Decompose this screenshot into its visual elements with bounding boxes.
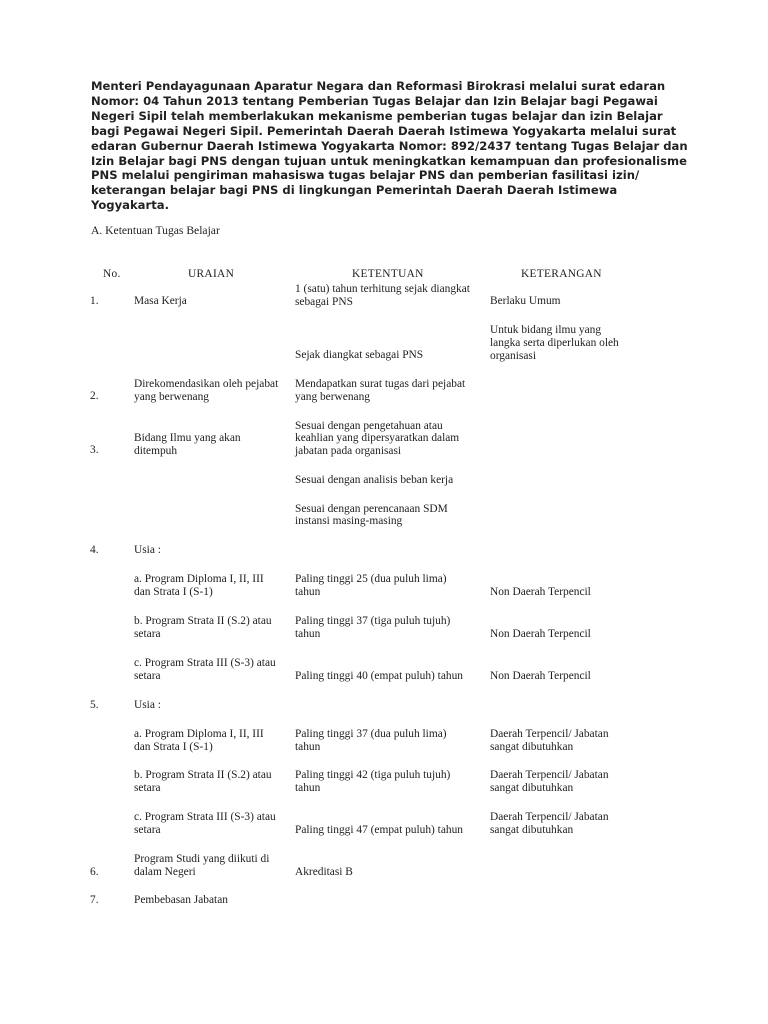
row-3-ketentuan-a-line1: Sesuai dengan pengetahuan atau	[295, 420, 443, 432]
row-4-uraian: Usia :	[134, 544, 161, 556]
header-ketentuan: KETENTUAN	[352, 268, 424, 280]
row-3-ketentuan-c-line2: instansi masing-masing	[295, 515, 403, 527]
row-1-ketentuan-b: Sejak diangkat sebagai PNS	[295, 349, 424, 361]
row-5a-uraian-line2: dan Strata I (S-1)	[134, 741, 213, 753]
row-4c-uraian-line2: setara	[134, 670, 161, 682]
row-5c-keterangan-line1: Daerah Terpencil/ Jabatan	[490, 811, 609, 823]
row-5c-uraian-line2: setara	[134, 824, 161, 836]
row-5b-uraian-line1: b. Program Strata II (S.2) atau	[134, 769, 272, 781]
row-2-ketentuan-line2: yang berwenang	[295, 391, 370, 403]
row-5b-keterangan-line1: Daerah Terpencil/ Jabatan	[490, 769, 609, 781]
row-6-no: 6.	[90, 866, 99, 878]
row-5c-uraian-line1: c. Program Strata III (S-3) atau	[134, 811, 276, 823]
section-heading: A. Ketentuan Tugas Belajar	[91, 224, 220, 237]
row-5a-keterangan-line1: Daerah Terpencil/ Jabatan	[490, 728, 609, 740]
row-5-uraian: Usia :	[134, 699, 161, 711]
row-4-no: 4.	[90, 544, 99, 556]
row-5b-keterangan-line2: sangat dibutuhkan	[490, 782, 574, 794]
row-1-ketentuan-a-line1: 1 (satu) tahun terhitung sejak diangkat	[295, 283, 470, 295]
row-4c-ketentuan: Paling tinggi 40 (empat puluh) tahun	[295, 670, 463, 682]
row-3-no: 3.	[90, 444, 99, 456]
row-5-no: 5.	[90, 699, 99, 711]
row-5a-uraian-line1: a. Program Diploma I, II, III	[134, 728, 264, 740]
row-5a-keterangan-line2: sangat dibutuhkan	[490, 741, 574, 753]
row-6-uraian-line1: Program Studi yang diikuti di	[134, 853, 270, 865]
row-4a-uraian-line1: a. Program Diploma I, II, III	[134, 573, 264, 585]
row-4b-uraian-line1: b. Program Strata II (S.2) atau	[134, 615, 272, 627]
header-uraian: URAIAN	[188, 268, 235, 280]
row-1-keterangan-b-line2: langka serta diperlukan oleh	[490, 337, 619, 349]
row-5c-keterangan-line2: sangat dibutuhkan	[490, 824, 574, 836]
row-1-no: 1.	[90, 295, 99, 307]
row-3-uraian-line2: ditempuh	[134, 445, 178, 457]
row-4b-ketentuan-line1: Paling tinggi 37 (tiga puluh tujuh)	[295, 615, 451, 627]
row-3-ketentuan-b: Sesuai dengan analisis beban kerja	[295, 474, 454, 486]
row-2-uraian-line1: Direkomendasikan oleh pejabat	[134, 378, 279, 390]
row-6-uraian-line2: dalam Negeri	[134, 866, 196, 878]
header-keterangan: KETERANGAN	[521, 268, 602, 280]
row-3-ketentuan-c-line1: Sesuai dengan perencanaan SDM	[295, 503, 448, 515]
row-5c-ketentuan: Paling tinggi 47 (empat puluh) tahun	[295, 824, 463, 836]
row-5a-ketentuan-line1: Paling tinggi 37 (dua puluh lima)	[295, 728, 447, 740]
row-3-ketentuan-a-line2: keahlian yang dipersyaratkan dalam	[295, 432, 460, 444]
row-1-keterangan-b-line1: Untuk bidang ilmu yang	[490, 324, 602, 336]
row-4c-keterangan: Non Daerah Terpencil	[490, 670, 591, 682]
row-2-uraian-line2: yang berwenang	[134, 391, 209, 403]
header-no: No.	[103, 268, 121, 280]
row-7-uraian: Pembebasan Jabatan	[134, 894, 228, 906]
row-5b-uraian-line2: setara	[134, 782, 161, 794]
row-3-ketentuan-a-line3: jabatan pada organisasi	[295, 445, 402, 457]
row-1-keterangan-b-line3: organisasi	[490, 350, 536, 362]
row-4b-uraian-line2: setara	[134, 628, 161, 640]
row-5b-ketentuan-line2: tahun	[295, 782, 321, 794]
row-5a-ketentuan-line2: tahun	[295, 741, 321, 753]
row-4a-keterangan: Non Daerah Terpencil	[490, 586, 591, 598]
row-7-no: 7.	[90, 894, 99, 906]
row-4a-ketentuan-line2: tahun	[295, 586, 321, 598]
intro-paragraph: Menteri Pendayagunaan Aparatur Negara dan Reformasi Birokrasi melalui surat edaran Nomor: 04 Tahun 2013 tentang Pemberian Tugas Belajar dan Izin Belajar bagi Pegawai Negeri Sipil telah memberlakukan mekanisme pemberian tugas belajar dan izin Belajar bagi Pegawai Negeri Sipil. Pemerintah Daerah Daerah Istimewa Yogyakarta melalui surat edaran Gubernur Daerah Istimewa Yogyakarta Nomor: 892/2437 tentang Tugas Belajar dan Izin Belajar bagi PNS dengan tujuan untuk meningkatkan kemampuan dan profesionalisme PNS melalui pengiriman mahasiswa tugas belajar PNS dan pemberian fasilitasi izin/ keterangan belajar bagi PNS di lingkungan Pemerintah Daerah Daerah Istimewa Yogyakarta.	[91, 79, 688, 213]
row-2-ketentuan-line1: Mendapatkan surat tugas dari pejabat	[295, 378, 466, 390]
row-4a-uraian-line2: dan Strata I (S-1)	[134, 586, 213, 598]
row-4a-ketentuan-line1: Paling tinggi 25 (dua puluh lima)	[295, 573, 447, 585]
row-1-ketentuan-a-line2: sebagai PNS	[295, 296, 353, 308]
row-4b-keterangan: Non Daerah Terpencil	[490, 628, 591, 640]
row-6-ketentuan: Akreditasi B	[295, 866, 353, 878]
row-1-uraian: Masa Kerja	[134, 295, 187, 307]
row-5b-ketentuan-line1: Paling tinggi 42 (tiga puluh tujuh)	[295, 769, 451, 781]
row-3-uraian-line1: Bidang Ilmu yang akan	[134, 432, 241, 444]
row-4c-uraian-line1: c. Program Strata III (S-3) atau	[134, 657, 276, 669]
row-1-keterangan-a: Berlaku Umum	[490, 295, 561, 307]
row-2-no: 2.	[90, 390, 99, 402]
row-4b-ketentuan-line2: tahun	[295, 628, 321, 640]
